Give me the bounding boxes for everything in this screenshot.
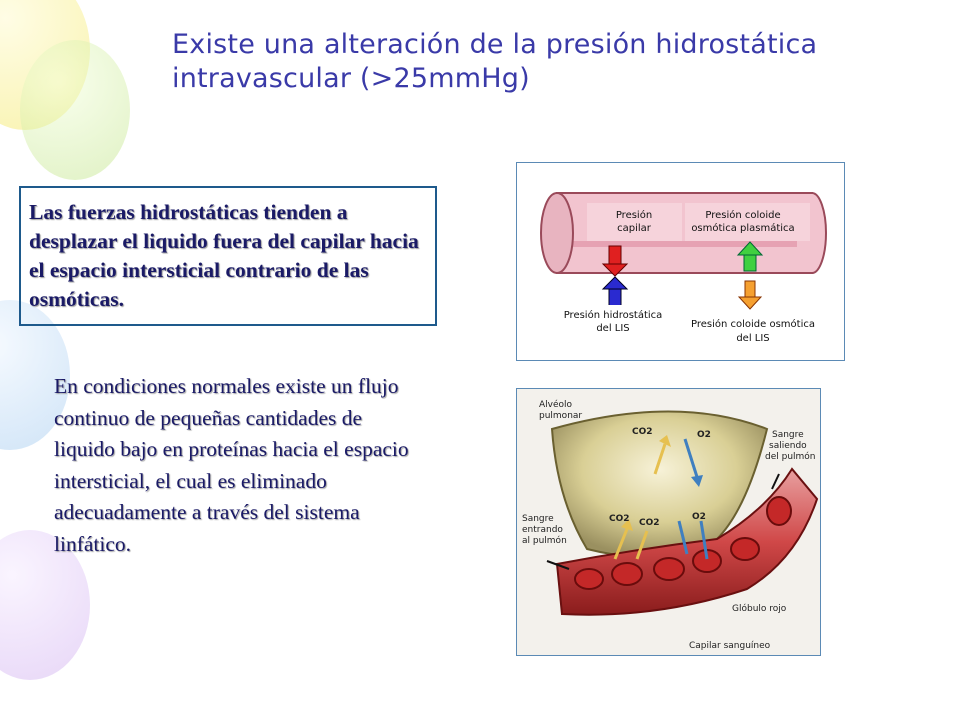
alveolus-gas-exchange-illustration <box>516 388 821 656</box>
label-sangre-saliendo-2: saliendo <box>769 441 807 451</box>
label-sangre-saliendo-3: del pulmón <box>765 452 816 462</box>
label-alveolo-1: Alvéolo <box>539 400 573 410</box>
label-sangre-saliendo-1: Sangre <box>772 430 804 440</box>
label-hidrostatica-lis-2: del LIS <box>596 323 630 334</box>
label-coloide-lis-2: del LIS <box>736 333 770 344</box>
label-o2-b: O2 <box>692 512 706 522</box>
label-alveolo-2: pulmonar <box>539 411 583 421</box>
label-globulo: Glóbulo rojo <box>732 604 787 614</box>
slide-title <box>172 28 952 96</box>
slide-title-line2: intravascular (>25mmHg) <box>172 63 530 94</box>
label-presion-capilar-2: capilar <box>617 223 651 234</box>
label-capilar: Capilar sanguíneo <box>689 641 771 651</box>
label-presion-capilar-1: Presión <box>615 210 653 221</box>
capillary-pressure-diagram <box>516 162 845 361</box>
body-paragraph: En condiciones normales existe un flujo continuo de pequeñas cantidades de liquido bajo en proteínas hacia el espacio intersticial, el cual es eliminado adecuadamente a través del sistema linfático. <box>54 374 409 556</box>
highlight-box <box>19 186 437 326</box>
label-co2-b: CO2 <box>609 514 630 524</box>
label-coloide-plasmatica-2: osmótica plasmática <box>691 223 795 234</box>
label-coloide-plasmatica-1: Presión coloide <box>705 210 781 221</box>
label-sangre-entrando-3: al pulmón <box>522 536 567 546</box>
label-hidrostatica-lis-1: Presión hidrostática <box>563 310 663 321</box>
label-co2-a: CO2 <box>632 427 653 437</box>
blue-arrow-up <box>603 277 627 307</box>
label-co2-c: CO2 <box>639 518 660 528</box>
slide-title-line1: Existe una alteración de la presión hidrostática <box>172 29 818 60</box>
highlight-text: Las fuerzas hidrostáticas tienden a desplazar el liquido fuera del capilar hacia el espacio intersticial contrario de las osmóticas. <box>29 200 419 311</box>
balloon-decoration-green <box>20 40 130 180</box>
label-sangre-entrando-1: Sangre <box>522 514 554 524</box>
label-sangre-entrando-2: entrando <box>522 525 563 535</box>
orange-arrow-down <box>739 281 761 309</box>
label-o2-a: O2 <box>697 430 711 440</box>
label-coloide-lis-1: Presión coloide osmótica <box>690 319 816 330</box>
